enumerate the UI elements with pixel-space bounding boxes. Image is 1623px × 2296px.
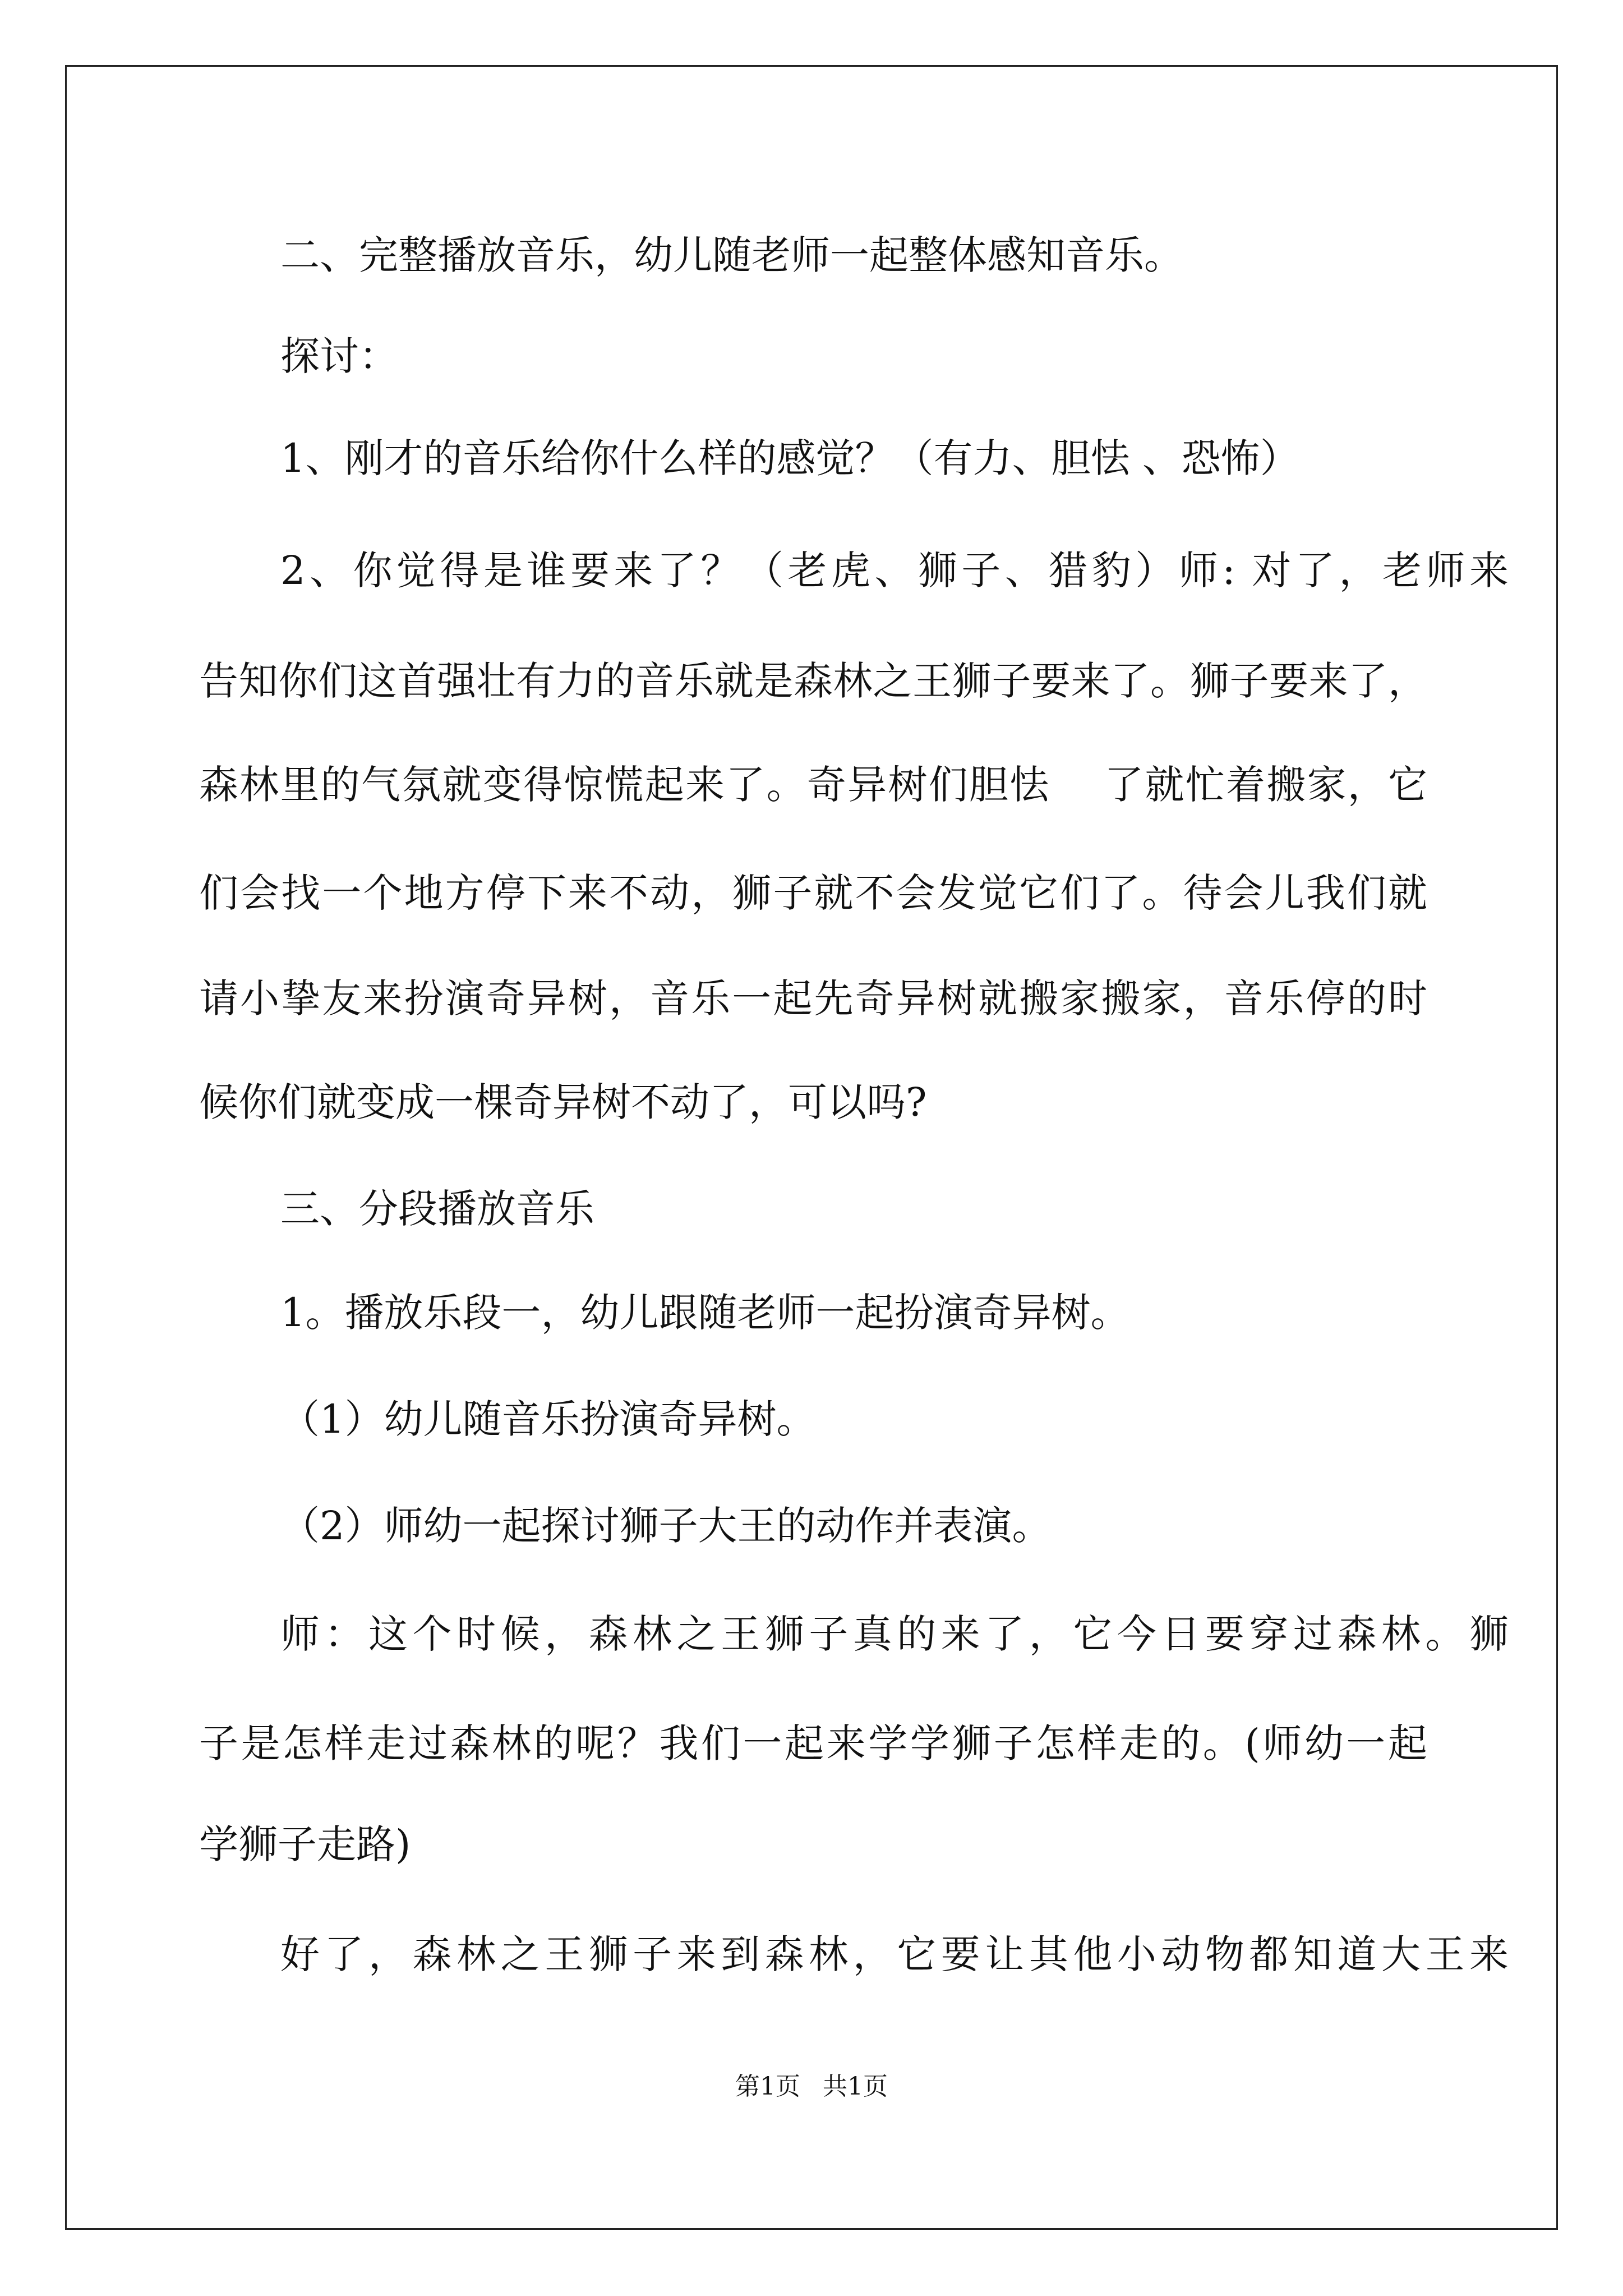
paragraph-line: 好了，森林之王狮子来到森林，它要让其他小动物都知道大王来 (280, 1931, 1509, 1977)
paragraph-line: （1）幼儿随音乐扮演奇异树。 (280, 1396, 816, 1442)
paragraph-line: 1。播放乐段一，幼儿跟随老师一起扮演奇异树。 (280, 1290, 1130, 1336)
paragraph-line: 三、分段播放音乐 (280, 1186, 594, 1232)
paragraph-line: 2、你觉得是谁要来了？（老虎、狮子、猎豹）师: 对了，老师来 (280, 547, 1509, 593)
paragraph-line: 子是怎样走过森林的呢？我们一起来学学狮子怎样走的。(师幼一起 (199, 1720, 1427, 1766)
paragraph-line: 学狮子走路) (199, 1821, 411, 1867)
paragraph-line: 候你们就变成一棵奇异树不动了，可以吗? (199, 1079, 927, 1125)
paragraph-line: 们会找一个地方停下来不动，狮子就不会发觉它们了。待会儿我们就 (199, 870, 1427, 916)
page-footer (0, 2070, 1623, 2104)
paragraph-line: （2）师幼一起探讨狮子大王的动作并表演。 (280, 1503, 1052, 1549)
paragraph-line: 请小挚友来扮演奇异树，音乐一起先奇异树就搬家搬家，音乐停的时 (199, 976, 1427, 1022)
paragraph-line: 1、刚才的音乐给你什么样的感觉？（有力、胆怯 、恐怖） (280, 435, 1299, 481)
page-number-total: 共1页 (823, 2072, 888, 2101)
paragraph-line: 师：这个时候，森林之王狮子真的来了，它今日要穿过森林。狮 (280, 1611, 1509, 1657)
paragraph-line: 森林里的气氛就变得惊慌起来了。奇异树们胆怯 了就忙着搬家，它 (199, 762, 1427, 808)
page-number-current: 第1页 (735, 2072, 800, 2101)
paragraph-line: 探讨： (280, 333, 398, 379)
paragraph-line: 二、完整播放音乐，幼儿随老师一起整体感知音乐。 (280, 232, 1183, 278)
paragraph-line: 告知你们这首强壮有力的音乐就是森林之王狮子要来了。狮子要来了， (199, 658, 1427, 704)
page-border (65, 65, 1558, 2230)
